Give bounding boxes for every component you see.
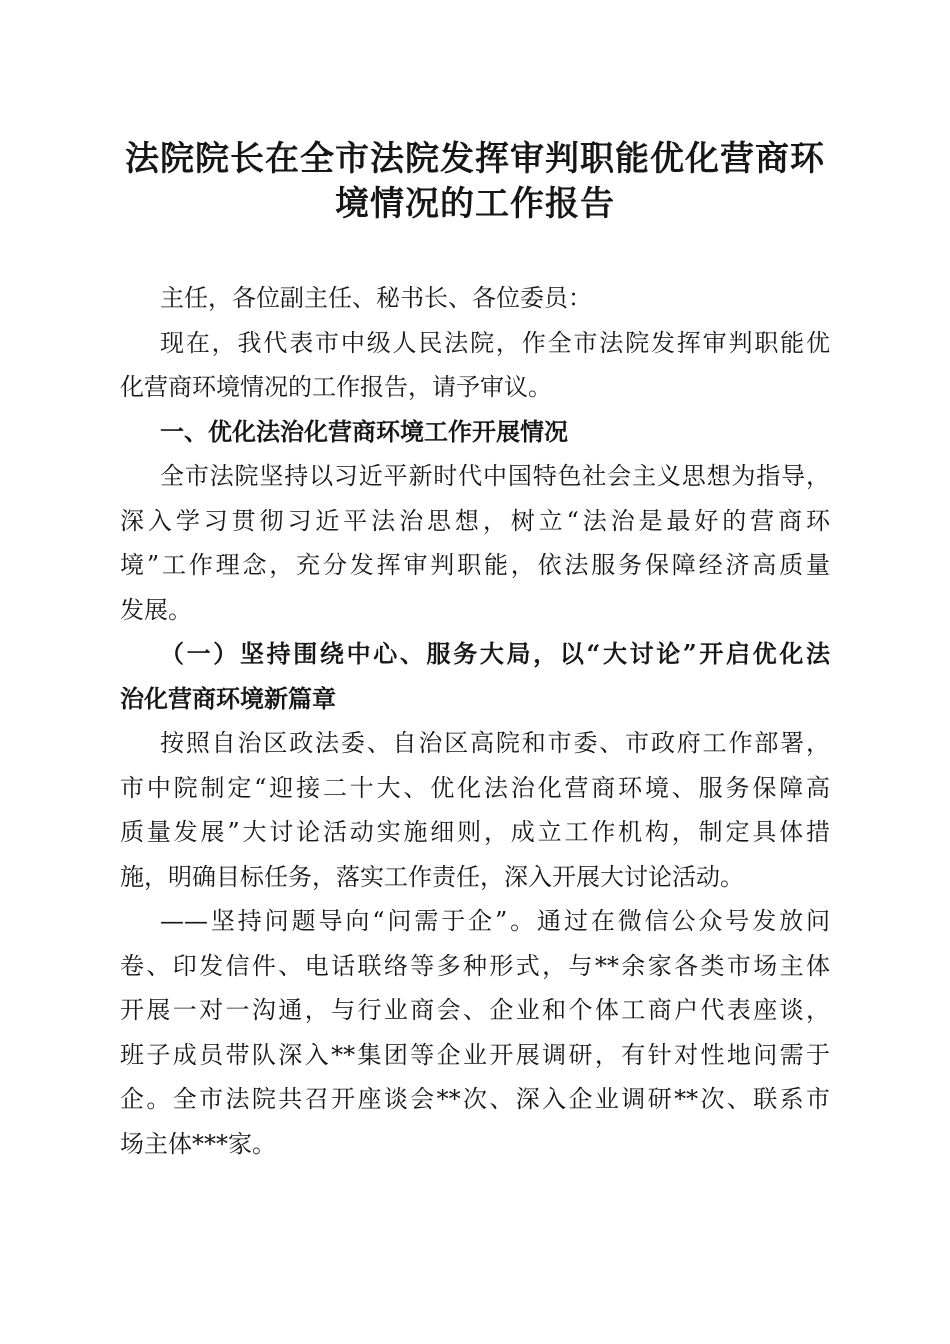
paragraph [120, 721, 830, 899]
paragraph-line: 卷、印发信件、电话联络等多种形式，与**余家各类市场主体 [120, 951, 830, 980]
heading-line: （一）坚持围绕中心、服务大局，以“大讨论”开启优化法 [160, 639, 830, 668]
title-line: 法院院长在全市法院发挥审判职能优化营商环 [125, 139, 825, 179]
paragraph-line: 按照自治区政法委、自治区高院和市委、市政府工作部署， [160, 729, 830, 757]
paragraph-line: 主任，各位副主任、秘书长、各位委员： [160, 284, 592, 312]
opening-paragraph [120, 321, 830, 410]
paragraph-line: 开展一对一沟通，与行业商会、企业和个体工商户代表座谈， [120, 996, 830, 1024]
paragraph-line: 深入学习贯彻习近平法治思想，树立“法治是最好的营商环 [120, 506, 830, 535]
document-body [120, 276, 830, 1166]
section-heading [120, 410, 830, 455]
paragraph-line: 质量发展”大讨论活动实施细则，成立工作机构，制定具体措 [120, 818, 830, 846]
paragraph-line: 施，明确目标任务，落实工作责任，深入开展大讨论活动。 [120, 862, 744, 891]
paragraph-line: 全市法院坚持以习近平新时代中国特色社会主义思想为指导， [160, 462, 830, 490]
paragraph-line: 现在，我代表市中级人民法院，作全市法院发挥审判职能优 [160, 328, 830, 357]
paragraph-line: 化营商环境情况的工作报告，请予审议。 [120, 373, 552, 401]
paragraph-line: 企。全市法院共召开座谈会**次、深入企业调研**次、联系市 [120, 1085, 830, 1113]
section-intro-paragraph [120, 454, 830, 632]
paragraph-line: 境”工作理念，充分发挥审判职能，依法服务保障经济高质量 [120, 551, 830, 579]
paragraph-line: ——坚持问题导向“问需于企”。通过在微信公众号发放问 [160, 907, 830, 935]
heading-line: 治化营商环境新篇章 [120, 683, 336, 713]
heading-line: 一、优化法治化营商环境工作开展情况 [160, 417, 568, 446]
paragraph-line: 发展。 [120, 595, 192, 624]
title-line: 境情况的工作报告 [335, 184, 615, 224]
paragraph-line: 班子成员带队深入**集团等企业开展调研，有针对性地问需于 [120, 1040, 830, 1069]
paragraph-line: 场主体***家。 [120, 1129, 276, 1158]
paragraph [120, 899, 830, 1166]
salutation [120, 276, 830, 321]
subsection-heading [120, 632, 830, 721]
paragraph-line: 市中院制定“迎接二十大、优化法治化营商环境、服务保障高 [120, 773, 830, 802]
document-title [60, 137, 890, 227]
